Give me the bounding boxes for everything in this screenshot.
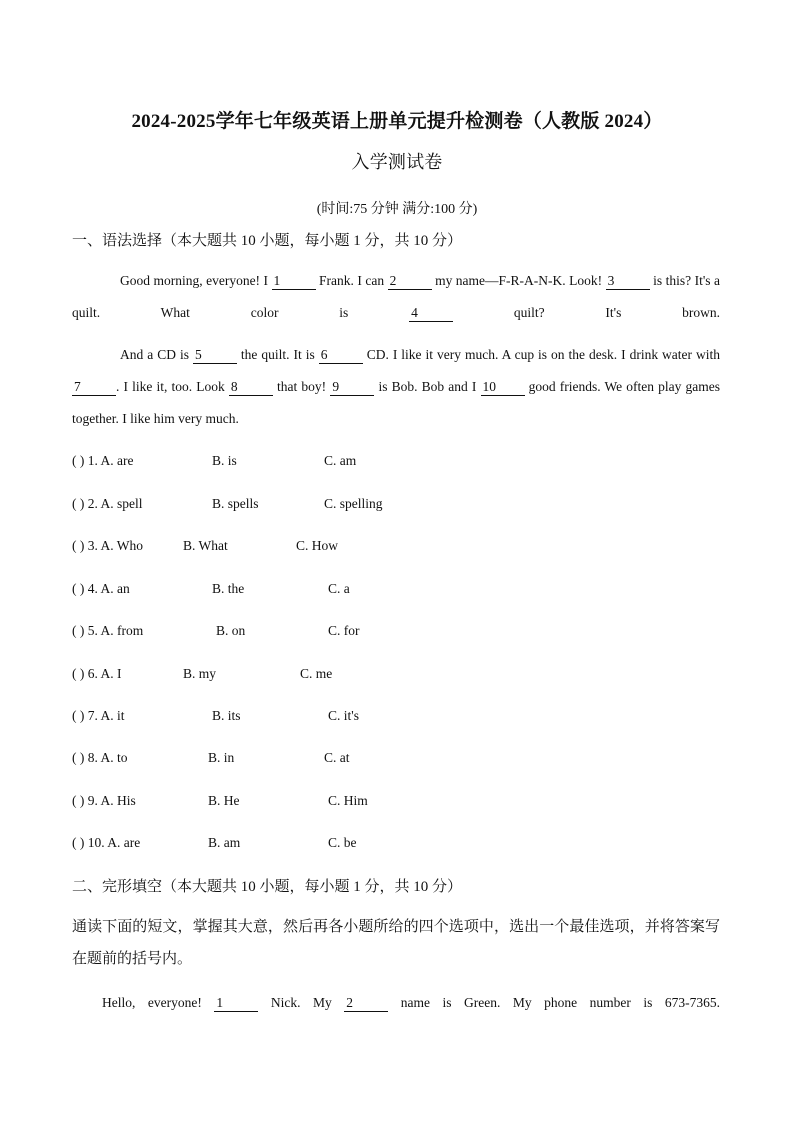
blank-2: 2 — [388, 273, 432, 290]
blank-4: 4 — [409, 305, 453, 322]
blank-1: 1 — [272, 273, 316, 290]
blank-6: 6 — [319, 347, 363, 364]
section2-passage-paragraph-1: Hello, everyone! 1 Nick. My 2 name is Green. My phone number is 673-7365. — [102, 995, 721, 1010]
blank-10: 10 — [481, 379, 525, 396]
section2-heading: 二、完形填空（本大题共 10 小题，每小题 1 分，共 10 分） — [72, 879, 463, 895]
blank-8: 8 — [229, 379, 273, 396]
blank-5: 5 — [193, 347, 237, 364]
section1-passage-paragraph-2: And a CD is 5 the quilt. It is 6 CD. I like it very much. A cup is on the desk. I drink water with 7 . I like it, too. Look 8 that boy! 9 is Bob. Bob and I 10 good friends. We often play games together. I like him very much. — [72, 347, 721, 426]
exam-page: 2024-2025学年七年级英语上册单元提升检测卷（人教版 2024） 入学测试卷 (时间:75 分钟 满分:100 分) 一、语法选择（本大题共 10 小题，每小题 1 分，共 10 分） Good morning, everyone! I 1 Frank. I can 2 my name—F-R-A-N-K. Look! 3 is this? It's a quilt. What color is 4 quilt? It's brown. And a CD is 5 the quilt. It is 6 CD. I like it very much. A cup is on the desk. I drink water with 7 . I like it, too. Look 8 that boy! 9 is Bob. Bob and I 10 good friends. We often play games together. I like him very much. ( ) 1. A. are B. is C. am ( ) 2. A. spell B. spells C. spelling ( ) 3. A. Who B. What C. How ( ) 4. A. an B. the C. a ( ) 5. A. from B. on C. for ( ) 6. A. I B. my C. me ( ) 7. A. it B. its C. it's ( ) 8. A. to B. in C. at ( ) 9. A. His B. He C. Him ( ) 10. A. are B. am C. be 二、完形填空（本大题共 10 小题，每小题 1 分，共 10 分） 通读下面的短文，掌握其大意，然后再各小题所给的四个选项中，选出一个最佳选项，并将答案写在题前的括号内。 Hello, everyone! 1 Nick. My 2 name is Green. My phone number is 673-7365. — [0, 0, 794, 1123]
section1-passage-paragraph-1: Good morning, everyone! I 1 Frank. I can 2 my name—F-R-A-N-K. Look! 3 is this? It's a quilt. What color is 4 quilt? It's brown. — [72, 273, 720, 320]
cloze-blank-1: 1 — [214, 995, 258, 1012]
section2-instructions: 通读下面的短文，掌握其大意，然后再各小题所给的四个选项中，选出一个最佳选项，并将答案写在题前的括号内。 — [72, 919, 720, 967]
blank-7: 7 — [72, 379, 116, 396]
blank-9: 9 — [330, 379, 374, 396]
section1-heading: 一、语法选择（本大题共 10 小题，每小题 1 分，共 10 分） — [72, 233, 463, 249]
exam-title: 2024-2025学年七年级英语上册单元提升检测卷（人教版 2024） — [131, 111, 663, 132]
cloze-blank-2: 2 — [344, 995, 388, 1012]
time-and-score-info: (时间:75 分钟 满分:100 分) — [316, 202, 478, 217]
blank-3: 3 — [606, 273, 650, 290]
exam-subtitle: 入学测试卷 — [351, 152, 443, 172]
